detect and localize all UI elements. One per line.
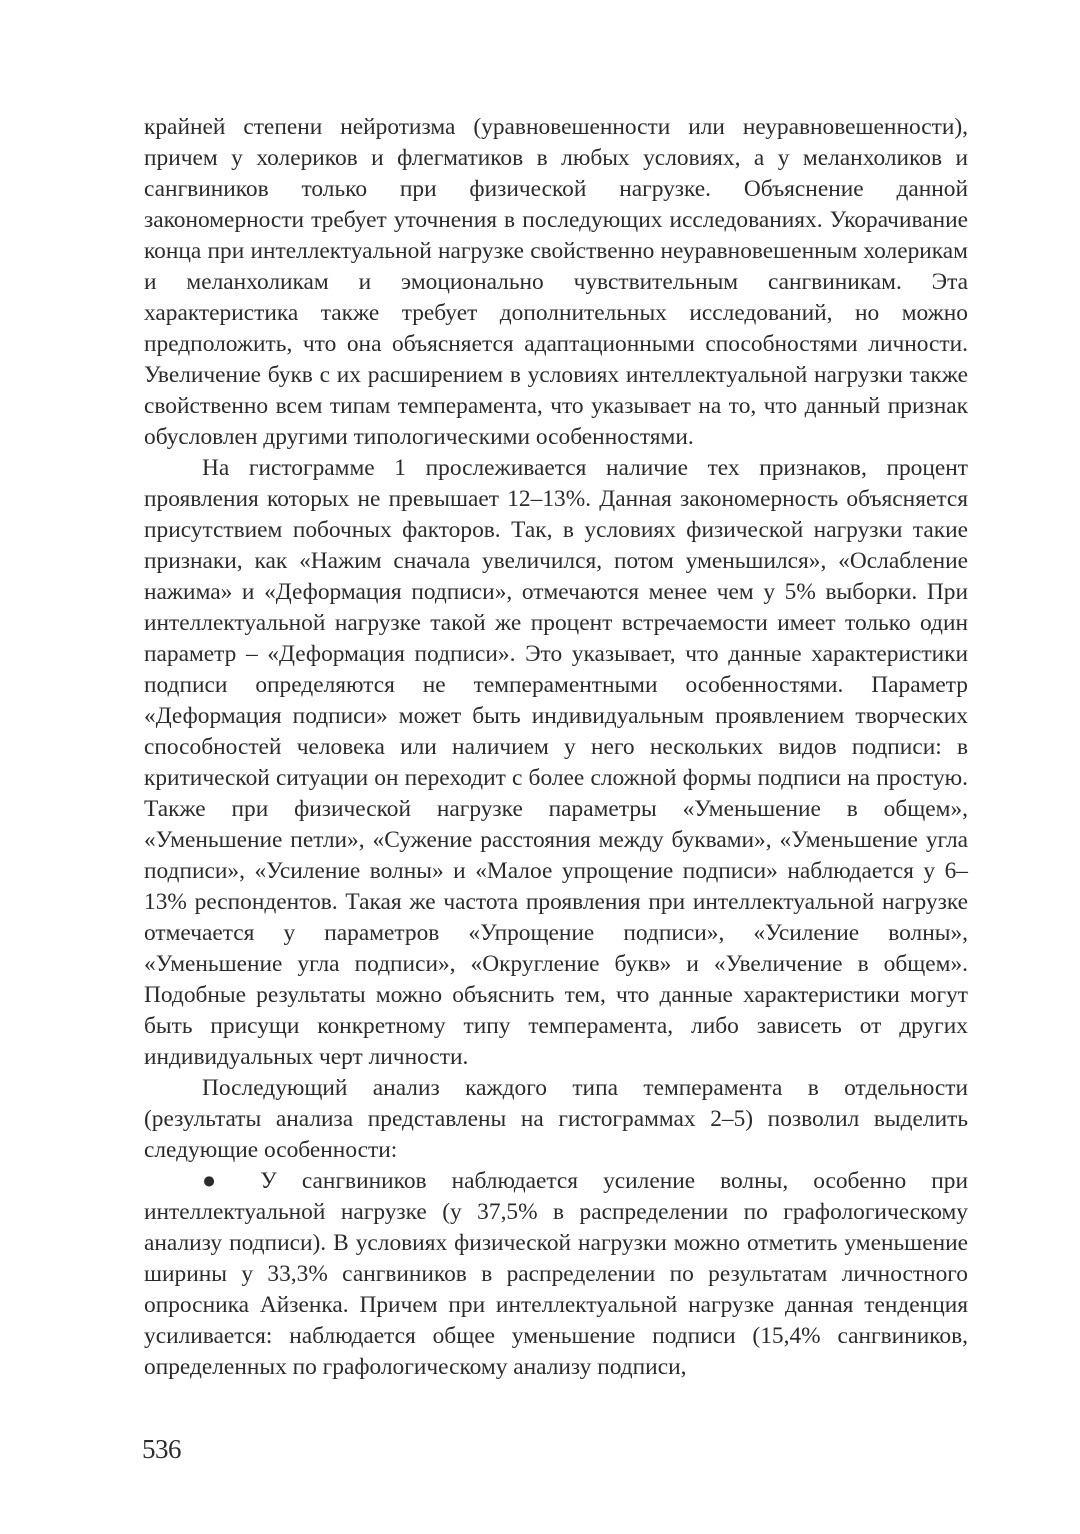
body-text — [144, 112, 968, 1383]
paragraph-3: Последующий анализ каждого типа темперамента в отдельности (результаты анализа представлены на гистограммах 2–5) позволил выделить следующие особенности: — [144, 1075, 968, 1163]
paragraph-2: На гистограмме 1 прослеживается наличие тех признаков, процент проявления которых не превышает 12–13%. Данная закономерность объясняется присутствием побочных факторов. Так, в условиях физической нагрузки такие признаки, как «Нажим сначала увеличился, потом уменьшился», «Ослабление нажима» и «Деформация подписи», отмечаются менее чем у 5% выборки. При интеллектуальной нагрузке такой же процент встречаемости имеет только один параметр – «Деформация подписи». Это указывает, что данные характеристики подписи определяются не темпераментными особенностями. Параметр «Деформация подписи» может быть индивидуальным проявлением творческих способностей человека или наличием у него нескольких видов подписи: в критической ситуации он переходит с более сложной формы подписи на простую. Также при физической нагрузке параметры «Уменьшение в общем», «Уменьшение петли», «Сужение расстояния между буквами», «Уменьшение угла подписи», «Усиление волны» и «Малое упрощение подписи» наблюдается у 6–13% респондентов. Такая же частота проявления при интеллектуальной нагрузке отмечается у параметров «Упрощение подписи», «Усиление волны», «Уменьшение угла подписи», «Округление букв» и «Увеличение в общем». Подобные результаты можно объяснить тем, что данные характеристики могут быть присущи конкретному типу темперамента, либо зависеть от других индивидуальных черт личности. — [144, 455, 968, 1070]
bullet-paragraph: ● У сангвиников наблюдается усиление волны, особенно при интеллектуальной нагрузке (у 37,5% в распределении по графологическому анализу подписи). В условиях физической нагрузки можно отметить уменьшение ширины у 33,3% сангвиников в распределении по результатам личностного опросника Айзенка. Причем при интеллектуальной нагрузке данная тенденция усиливается: наблюдается общее уменьшение подписи (15,4% сангвиников, определенных по графологическому анализу подписи, — [144, 1168, 968, 1380]
page-number: 536 — [142, 1434, 181, 1464]
paragraph-1: крайней степени нейротизма (уравновешенности или неуравновешенности), причем у холериков и флегматиков в любых условиях, а у меланхоликов и сангвиников только при физической нагрузке. Объяснение данной закономерности требует уточнения в последующих исследованиях. Укорачивание конца при интеллектуальной нагрузке свойственно неуравновешенным холерикам и меланхоликам и эмоционально чувствительным сангвиникам. Эта характеристика также требует дополнительных исследований, но можно предположить, что она объясняется адаптационными способностями личности. Увеличение букв с их расширением в условиях интеллектуальной нагрузки также свойственно всем типам темперамента, что указывает на то, что данный признак обусловлен другими типологическими особенностями. — [144, 114, 968, 450]
